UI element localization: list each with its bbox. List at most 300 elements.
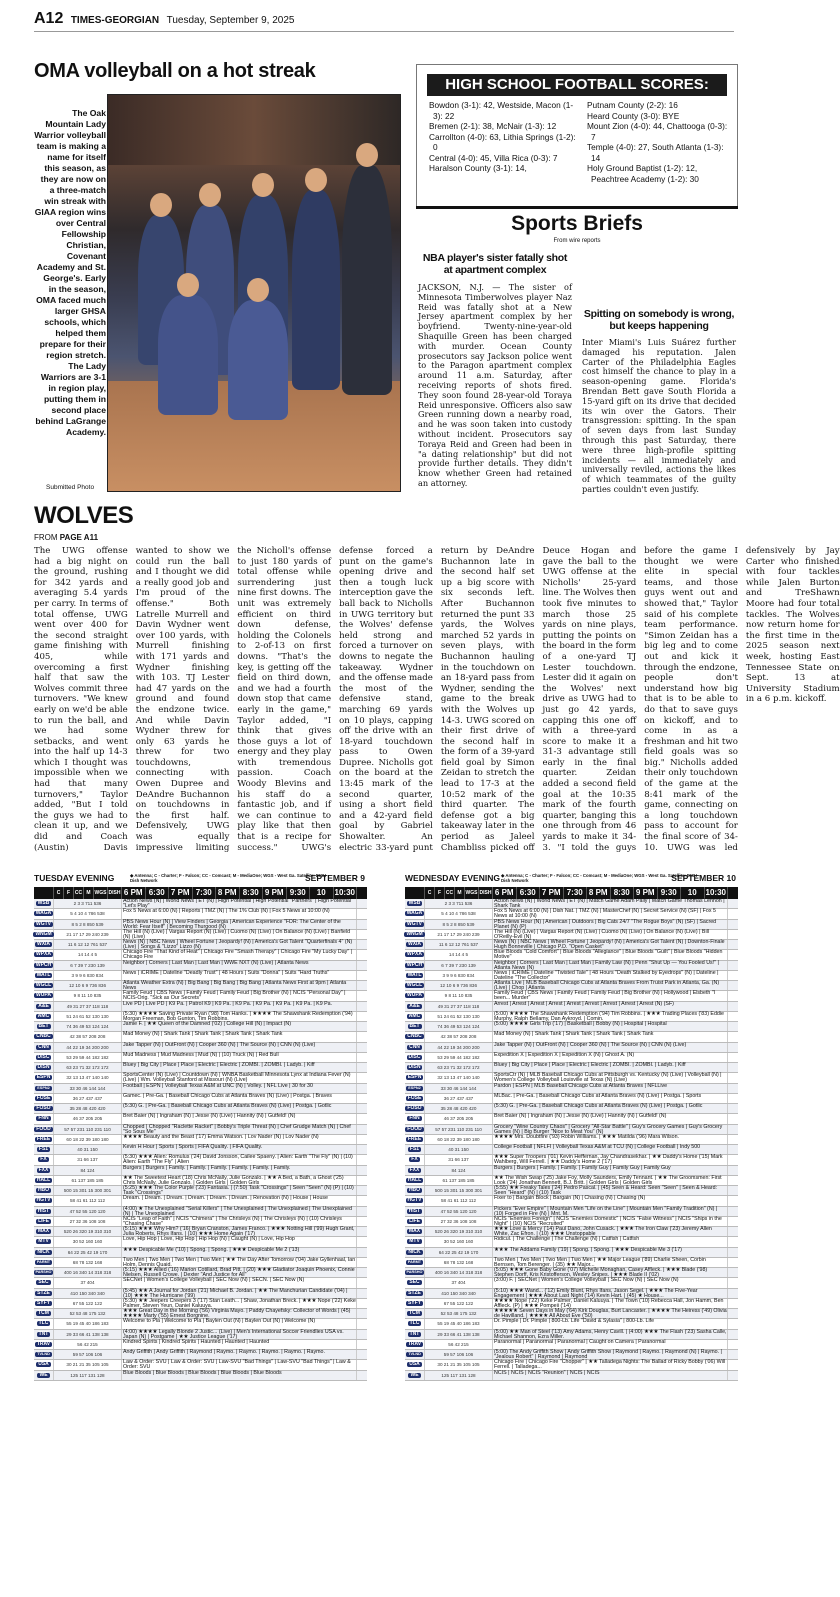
- brief-2-headline: Spitting on somebody is wrong, but keeps happening: [583, 308, 735, 332]
- channel-name: ESPN: [36, 1074, 51, 1081]
- program-listing: (4:00) ★ The Unexplained "Serial Killers" | The Unexplained | The Unexplained | The Unexplained (N) | The Unexplained: [122, 1207, 357, 1216]
- program-listing: Pickers "Ever Empire" | Mountain Men "Life on the Line" | Mountain Men "Family Tradition" (N) | (10) Forged in Fire (N) | Mnt. M.: [493, 1207, 728, 1216]
- channel-name: WSB: [37, 900, 50, 907]
- channel-badge: [34, 1207, 54, 1216]
- program-listing: Blue Bloods | Blue Bloods | Blue Bloods | Blue Bloods | Blue Bloods: [122, 1371, 357, 1380]
- channel-numbers: 64 22 25 42 19 170: [425, 1248, 493, 1257]
- grid-day: WEDNESDAY EVENING: [405, 873, 500, 883]
- channel-numbers: 5 4 10 4 786 538: [425, 909, 493, 918]
- grid-time-header: 10:30: [705, 887, 729, 899]
- grid-time-header: 6:30: [517, 887, 541, 899]
- channel-numbers: 36 27 437 437: [425, 1094, 493, 1103]
- channel-badge: [405, 1227, 425, 1236]
- score-line: Temple (4-0): 27, South Atlanta (1-3): 14: [587, 142, 724, 163]
- channel-numbers: 33 30 46 144 144: [425, 1084, 493, 1093]
- grid-date: SEPTEMBER 10: [671, 873, 736, 883]
- grid-col-header: F: [435, 887, 445, 899]
- grid-row: [405, 1073, 738, 1083]
- channel-numbers: 47 52 55 120 120: [54, 1207, 122, 1216]
- grid-row: [405, 909, 738, 919]
- grid-time-header: 6 PM: [122, 887, 146, 899]
- player: [228, 300, 288, 420]
- program-listing: (5:30) ★★★★ Saving Private Ryan ('98) Tom Hanks. | ★★★★ The Shawshank Redemption ('94) Morgan Freeman, Bob Gunton, Tim Robbins.: [122, 1012, 357, 1021]
- channel-name: CNN: [409, 1043, 420, 1050]
- channel-name: FOOD: [36, 1125, 51, 1132]
- program-listing: (5:10) ★★★ Wand... ('12) Emily Blunt, Rhys Ifans, Jason Segel. | ★★★ The Five-Year Engagement | ★★★ About Last Night ('14) Kevin Hart. | (45) ★ House...: [493, 1289, 728, 1298]
- channel-numbers: 11 6 12 12 761 537: [425, 940, 493, 949]
- channel-name: PARSHO: [406, 1270, 423, 1275]
- channel-name: TLC: [409, 1320, 420, 1327]
- channel-numbers: 74 36 49 53 124 124: [54, 1022, 122, 1031]
- channel-numbers: 61 137 185 185: [425, 1176, 493, 1185]
- program-listing: Chopped | Chopped "Raclette Racket" | Bobby's Triple Threat (N) | Chef Grudge Match (N) | Chef "So Sous Me": [122, 1125, 357, 1134]
- channel-name: BET: [38, 1023, 49, 1030]
- channel-badge: [405, 1155, 425, 1164]
- channel-numbers: 40 31 150: [425, 1145, 493, 1154]
- channel-numbers: 21 17 17 29 240 239: [54, 930, 122, 939]
- program-listing: ★★★★ Beauty and the Beast ('17) Emma Watson. | Lov Nader (N) | Lov Nader (N): [122, 1135, 357, 1144]
- hs-scores-box: [416, 64, 738, 208]
- program-listing: Atlanta Weather Extra (N) | Big Bang | Big Bang | Big Bang | Atlanta News First at 9pm | Atlanta News: [122, 981, 357, 990]
- channel-name: WNGM: [35, 930, 52, 937]
- program-listing: (5:45) ★★ A Journal for Jordan ('21) Michael B. Jordan. | ★★ The Manchurian Candidate ('04) | (10) ★★★ The Hurricane ('99): [122, 1289, 357, 1298]
- channel-numbers: 520 26 320 19 310 310: [54, 1227, 122, 1236]
- channel-name: FREE: [407, 1135, 422, 1142]
- channel-badge: [405, 1340, 425, 1349]
- program-listing: Mud Madness | Mud Madness | Mud (N) | (10) Truck (N) | Red Bull: [122, 1053, 357, 1062]
- score-line: Putnam County (2-2): 16: [587, 100, 678, 110]
- channel-badge: [405, 950, 425, 959]
- channel-name: FOSO: [36, 1105, 51, 1112]
- program-listing: (5:15) ★★★ Allied ('16) Marion Cotillard, Brad Pitt. | (20) ★★★ Gladiator Joaquin Phoenix, Connie Nielsen, Russell Crowe. | Dexter "And Justice for All": [122, 1268, 357, 1277]
- program-listing: MLBac. | Pre-Ga. | Baseball Chicago Cubs at Atlanta Braves (N) (Live) | Postga. | Sports: [493, 1094, 728, 1103]
- channel-name: NICK: [408, 1248, 421, 1255]
- channel-numbers: 14 14 4 5: [54, 950, 122, 959]
- channel-numbers: 27 32 36 108 108: [425, 1217, 493, 1226]
- channel-name: HBO: [408, 1187, 421, 1194]
- channel-badge: [34, 1248, 54, 1257]
- channel-numbers: 51 24 61 52 130 130: [54, 1012, 122, 1021]
- channel-numbers: 2 3 3 711 536: [425, 899, 493, 908]
- program-listing: Bluey | Big City | Place | Place | Electric | Electric | ZOMBI. | ZOMBI. | Ladyb. | Kiff: [493, 1063, 728, 1072]
- grid-row: [405, 1032, 738, 1042]
- channel-name: FOSE: [407, 1094, 422, 1101]
- program-listing: Action News (N) | World News | ET (N) | High Potential | High Potential "Partners" | High Potential "Let's Play": [122, 899, 357, 908]
- program-listing: PBS News Hour (N) | View Finders | Georgia | American Experience "FDR: The Center of the World: Fear Itself" | Becoming Thurgood (N): [122, 920, 357, 929]
- grid-time-header: 8 PM: [216, 887, 240, 899]
- program-listing: Jake Tapper (N) | OutFront (N) | Cooper 360 (N) | The Source (N) | CNN (N) (Live): [493, 1043, 728, 1052]
- channel-numbers: 64 22 25 42 19 170: [54, 1248, 122, 1257]
- player: [292, 190, 340, 390]
- channel-numbers: 60 18 22 39 180 180: [54, 1135, 122, 1144]
- channel-numbers: 31 66 137: [54, 1155, 122, 1164]
- channel-badge: [405, 1268, 425, 1277]
- channel-numbers: 36 27 437 437: [54, 1094, 122, 1103]
- grid-time-header: 10: [681, 887, 705, 899]
- channel-badge: [405, 1114, 425, 1123]
- channel-badge: [34, 981, 54, 990]
- grid-time-header: 7 PM: [540, 887, 564, 899]
- grid-title: [34, 873, 367, 887]
- grid-time-header: 8 PM: [587, 887, 611, 899]
- channel-numbers: 59 57 106 106: [54, 1350, 122, 1359]
- channel-name: TLC: [38, 1320, 49, 1327]
- program-listing: ★★★ Great Day in the Morning ('56) Virginia Mayo. | Paddy Chayefsky: Collector of Words | (45) ★★★★ Marty ('55) Ernest Borgnine.: [122, 1309, 357, 1318]
- grid-time-header: 6:30: [146, 887, 170, 899]
- channel-name: WGCL: [35, 982, 52, 989]
- program-listing: Paranormal | Paranormal | Paranormal | Caught on Camera | Paranormal: [493, 1340, 728, 1349]
- channel-numbers: 44 22 19 34 200 200: [425, 1043, 493, 1052]
- grid-row: [34, 1073, 367, 1083]
- channel-name: MAX: [37, 1228, 50, 1235]
- channel-name: WAGA: [406, 910, 423, 917]
- channel-name: STZE: [37, 1289, 50, 1296]
- channel-numbers: 51 24 61 52 130 130: [425, 1012, 493, 1021]
- grid-time-header: 9 PM: [263, 887, 287, 899]
- channel-name: USA: [409, 1361, 420, 1368]
- channel-name: A&E: [38, 1002, 49, 1009]
- grid-col-header: WGS: [94, 887, 108, 899]
- channel-name: FXX: [409, 1166, 420, 1173]
- grid-row: [34, 1114, 367, 1124]
- channel-numbers: 6 7 39 7 230 139: [425, 961, 493, 970]
- channel-numbers: 410 150 340 340: [425, 1289, 493, 1298]
- channel-badge: [34, 1319, 54, 1328]
- channel-name: FX: [411, 1156, 418, 1163]
- grid-date: SEPTEMBER 9: [305, 873, 365, 883]
- jump-label: FROM: [34, 533, 58, 542]
- channel-name: WAGA: [35, 910, 52, 917]
- channel-numbers: 12 10 6 9 736 836: [54, 981, 122, 990]
- channel-name: WNGM: [406, 930, 423, 937]
- channel-name: CNBC: [407, 1033, 422, 1040]
- channel-name: HGTV: [36, 1197, 51, 1204]
- channel-numbers: 3 9 9 6 830 834: [425, 971, 493, 980]
- channel-numbers: 61 137 185 185: [54, 1176, 122, 1185]
- program-listing: ★★ The Sweetest Heart ('18) Chris McNally, Julie Gonzalo. | ★★ A Bed, a Bath, a Ghost ('25) Chris McNally, Julie Gonzalo. | Golden Girls | Golden Girls: [122, 1176, 357, 1185]
- program-listing: Family Feud | CBS News | Family Feud | Family Feud | Big Brother (N) | Hollywood | Elsbeth "I been... Murder": [493, 991, 728, 1000]
- channel-numbers: 9 8 11 10 835: [54, 991, 122, 1000]
- channel-numbers: 8 5 2 8 850 539: [425, 920, 493, 929]
- channel-numbers: 500 15 301 15 300 301: [54, 1186, 122, 1195]
- channel-name: PARMT: [407, 1259, 422, 1264]
- channel-badge: [34, 1145, 54, 1154]
- channel-badge: [405, 1104, 425, 1113]
- channel-badge: [34, 899, 54, 908]
- channel-name: WXIA: [36, 941, 51, 948]
- channel-numbers: 410 150 340 340: [54, 1289, 122, 1298]
- channel-numbers: 33 30 46 144 144: [54, 1084, 122, 1093]
- channel-numbers: 84 124: [425, 1166, 493, 1175]
- hs-scores-title: HIGH SCHOOL FOOTBALL SCORES: SEPT. 5: [427, 74, 727, 96]
- program-listing: Chicago Fire "That Kind of Heat" | Chicago Fire "Smash Therapy" | Chicago Fire "My Lucky Day" | Chicago Fire: [122, 950, 357, 959]
- channel-badge: [405, 1176, 425, 1185]
- channel-badge: [405, 1145, 425, 1154]
- channel-numbers: 21 17 17 29 240 239: [425, 930, 493, 939]
- channel-name: SEC: [409, 1279, 420, 1286]
- player: [158, 295, 218, 415]
- channel-badge: [405, 971, 425, 980]
- brief-1-headline: NBA player's sister fatally shot at apartment complex: [422, 252, 568, 276]
- channel-numbers: 58 41 61 112 112: [54, 1196, 122, 1205]
- channel-badge: [34, 1043, 54, 1052]
- channel-numbers: 57 57 231 110 231 110: [425, 1125, 493, 1134]
- program-listing: Live PD | Live PD | K9 Pa. | Patrol K9 | K9 Pa. | K9 Pa. | K9 Pa. | K9 Pa. | K9 Pa. | K9 Pa.: [122, 1002, 357, 1011]
- channel-numbers: 125 117 131 128: [425, 1371, 493, 1380]
- score-line: Bremen (2-1): 38, McNair (1-3): 12: [429, 121, 557, 131]
- program-listing: ★★★ Despicable Me ('10) | Spong. | Spong. | ★★★ Despicable Me 2 ('13): [122, 1248, 357, 1257]
- channel-numbers: 29 33 66 41 138 138: [425, 1330, 493, 1339]
- tv-grid-tuesday: [34, 873, 367, 1381]
- grid-key: ◆ Antenna; C - Charter; F - Falcon; CC - Comcast; M - MediaOne; WGS - West Ga. Satellite; DISH - Dish Network: [501, 873, 700, 883]
- grid-row: [34, 1371, 367, 1381]
- grid-time-header: 8:30: [611, 887, 635, 899]
- channel-name: FS1: [38, 1146, 49, 1153]
- tv-grid-wednesday: [405, 873, 738, 1381]
- channel-name: TCM: [409, 1310, 420, 1317]
- channel-numbers: 68 78 132 168: [425, 1258, 493, 1267]
- channel-name: WGCL: [406, 982, 423, 989]
- wolves-body: The UWG offense had a big night on the ground, rushing for 342 yards and averaging 5.4 yards per carry. In terms of total offense, UWG went over 400 for the second straight game finishing with 405, while overcoming a first half that saw the Wolves commit three turnovers. "We knew early on we'd be able to run the ball, and we had some setbacks, and went into the half up 14-3 which I thought was impossible when we had that many turnovers," Taylor added, "But I told the guys we had to clean it up, and we did and Coach (Austin) Davis wanted to show we could run the ball and I thought we did a really good job and I'm proud of the offense." Both Latrelle Murrell and Davin Wydner went over 100 yards, with Murrell finishing with 171 yards and Wydner finishing with 103. TJ Lester had 47 yards on the ground and found the endzone twice. And while Davin Wydner threw for only 63 yards he threw for two touchdowns, connecting with Owen Dupree and DeAndre Buchannon on touchdowns in the first half. Defensively, UWG was equally impressive limiting the Nicholl's offense to just 180 yards of total offense while surrendering just nine first downs. The unit was extremely efficient on third down defense, holding the Colonels to 2-of-13 on first downs. "That's the key, is getting off the field on third down, and we had a fourth down stop that came early in the game," Taylor added, "I think that gives those guys a lot of energy and they play with tremendous passion. Coach Woody Blevins and his staff do a fantastic job, and if we can continue to play like that then that is a recipe for success." UWG's defense forced a punt on the game's opening drive and then a tough luck interception gave the ball back to Nicholls in UWG territory but the Wolves' defense held strong and forced a turnover on downs to negate the takeaway. Wydner and the offense made the most of the defensive stand, marching 69 yards on 10 plays, capping off the drive with an 18-yard touchdown pass to Owen Dupree. Nicholls got on the board at the 13:45 mark of the second quarter, using a short field and a 42-yard field goal by Gabriel Showalter. An electric 33-yard punt return by DeAndre Buchannon late in the second half set up a big score with six seconds left. After Buchannon returned the punt 33 yards, the Wolves marched 52 yards in seven plays, with Buchannon hauling in the touchdown on an 18-yard pass from Wydner, sending the game to the break with the Wolves up 14-3. UWG scored on their first drive of the second half in the form of a 39-yard field goal by Simon Zeidan to stretch the lead to 17-3 at the 10:52 mark of the third quarter. The defense got a big takeaway later in the period as Jaleel Chambliss picked off Deuce Hogan and gave the ball to the UWG offense at the Nicholls' 25-yard line. The Wolves then took five minutes to march those 25 yards on nine plays, putting the points on the board in the form of a one-yard TJ Lester touchdown. Lester did it again on the Wolves' next drive as UWG had to just go 42 yards, capping this one off with a three-yard score to make it a 31-3 advantage still early in the final quarter. Zeidan added a second field goal at the 10:35 mark of the fourth quarter, banging this one through from 46 yards to make it 34-3. "I told the guys before the game I thought we were elite in special teams, and those guys went out and showed that," Taylor said of his complete team performance. "Simon Zeidan has a big leg and to come out and kick it through the endzone, people don't understand how big that is to be able to do that to save guys on kickoff, and to come in as a freshman and hit two field goals was so big." Nicholls added their only touchdown of the game at the 8:41 mark of the game, connecting on a long touchdown pass to account for the final score of 34-10. UWG was led defensively by Jay Carter who finished with four tackles while Jalen Burton and TreShawn Moore had four total tackles. The Wolves now return home for the first time in the 2025 season next week, hosting East Tennessee State on Sept. 13 at University Stadium in a 6 p.m. kickoff.: [34, 546, 840, 853]
- program-listing: (5:55) ★★ Freaky Tales ('24) Pedro Pascal. | (45) Seen & Heard: Seen "Seen" | Seen & Heard: Seen "Heard" (N) | (10) Task: [493, 1186, 728, 1195]
- channel-name: STZE: [408, 1289, 421, 1296]
- grid-key: ◆ Antenna; C - Charter; F - Falcon; CC - Comcast; M - MediaOne; WGS - West Ga. Satellite; DISH - Dish Network: [130, 873, 329, 883]
- grid-time-header: 7:30: [193, 887, 217, 899]
- channel-badge: [34, 1053, 54, 1062]
- program-listing: Action News (N) | World News | ET (N) | Match Game Adam Pally | Match Game Thomas Lennon | Shark Tank: [493, 899, 728, 908]
- channel-badge: [34, 1166, 54, 1175]
- channel-badge: [34, 1330, 54, 1339]
- channel-badge: [405, 1032, 425, 1041]
- channel-name: FREE: [36, 1135, 51, 1142]
- channel-badge: [405, 1125, 425, 1134]
- channel-badge: [405, 920, 425, 929]
- program-listing: Burgers | Burgers | Family. | Family. | Family Guy | Family Guy | Family Guy: [493, 1166, 728, 1175]
- program-listing: Bret Baier (N) | Ingraham (N) | Jesse (N) (Live) | Hannity (N) | Gutfeld! (N): [122, 1114, 357, 1123]
- program-listing: News | iCRIME | Dateline "Twisted Tale" | 48 Hours "Death Stalked by Eyedrops" (N) | Dateline | Dateline "The Collector": [493, 971, 728, 980]
- grid-row: [34, 1196, 367, 1206]
- channel-numbers: 67 55 122 122: [425, 1299, 493, 1308]
- channel-badge: [34, 1350, 54, 1359]
- channel-name: DISN: [37, 1064, 50, 1071]
- channel-numbers: 30 21 21 35 105 105: [54, 1360, 122, 1369]
- channel-badge: [34, 1084, 54, 1093]
- grid-title: [405, 873, 738, 887]
- program-listing: Arrest | Arrest | Arrest | Arrest | Arrest | Arrest | Arrest | Arrest | Arrest (N) (SF): [493, 1002, 728, 1011]
- program-listing: NCIS "Enemies Foreign" | NCIS "Enemies Domestic" | NCIS "False Witness" | NCIS "Ships in the Night" | (10) NCIS "Recruited": [493, 1217, 728, 1226]
- program-listing: (5:25) ★★★ The Color Purple ('23) Fantasia. | (7:50) Task "Crossings" | Seen "Seen" (N) (P) | (10) Task "Crossings": [122, 1186, 357, 1195]
- channel-badge: [405, 991, 425, 1000]
- page-number: A12: [34, 10, 64, 27]
- score-line: Holy Ground Baptist (1-2): 12, Peachtree Academy (1-2): 30: [587, 163, 699, 184]
- channel-badge: [34, 1002, 54, 1011]
- channel-numbers: 6 7 39 7 230 139: [54, 961, 122, 970]
- channel-badge: [405, 1084, 425, 1093]
- channel-numbers: 32 13 13 47 140 140: [54, 1073, 122, 1082]
- program-listing: Two Men | Two Men | Two Men | Two Men | ★★ The Day After Tomorrow ('04) Jake Gyllenhaal, Ian Holm, Dennis Quaid.: [123, 1256, 356, 1268]
- program-listing: Football | ESPN | Volleyball Texas A&M at UNC (N) | Volley. | NFL Live | 30 for 30: [122, 1084, 357, 1093]
- program-listing: Gamec. | Pre-Ga. | Baseball Chicago Cubs at Atlanta Braves (N) (Live) | Postga. | Braves: [122, 1094, 357, 1103]
- channel-badge: [34, 971, 54, 980]
- channel-name: PARSHO: [35, 1270, 52, 1275]
- channel-badge: [34, 1073, 54, 1082]
- grid-row: [34, 1360, 367, 1370]
- channel-badge: [405, 1309, 425, 1318]
- channel-badge: [405, 1166, 425, 1175]
- grid-row: [405, 991, 738, 1001]
- channel-numbers: 11 6 12 12 761 537: [54, 940, 122, 949]
- channel-name: SYFY: [36, 1299, 51, 1306]
- program-listing: (3:00) F. | SECNet | Women's College Volleyball | SEC Now (N) | SEC Now (N): [493, 1278, 728, 1287]
- channel-badge: [405, 1022, 425, 1031]
- grid-row: [34, 1278, 367, 1288]
- program-listing: ★★★ Love & Mercy ('14) Paul Dano, John Cusack. | ★★★ The Iron Claw ('23) Jeremy Allen White, Zac Efron. | (10) ★★★ Unstoppable: [493, 1227, 728, 1236]
- program-listing: The Hill (N) (Live) | Vargas Report (N) (Live) | Cuomo (N) (Live) | On Balance (N) (Live) | Bill O'Reilly-Evil (N): [493, 930, 728, 939]
- channel-badge: [34, 950, 54, 959]
- grid-col-header: F: [64, 887, 74, 899]
- channel-name: NICK: [37, 1248, 50, 1255]
- channel-numbers: 27 32 36 108 108: [54, 1217, 122, 1226]
- brief-1-body: JACKSON, N.J. — The sister of Minnesota Timberwolves player Naz Reid was fatally shot at a New Jersey apartment complex by her boyfriend. Twenty-nine-year-old Shaquille Green has been charged with murder. Ocean County prosecutors say Jackson police went to the Paragon apartment complex around 11 a.m. Saturday, after receiving reports of shots fired. They soon found 28-year-old Toraya Reid unresponsive. Officers also saw Green running down a nearby road, and he was soon taken into custody without incident. Prosecutors say Toraya Reid and Green had been in "a dating relationship" but did not provide further details. They didn't know whether Green had retained an attorney.: [418, 282, 572, 488]
- wolves-headline: WOLVES: [34, 502, 134, 529]
- channel-name: MTV: [409, 1238, 420, 1245]
- program-listing: Bret Baier (N) | Ingraham (N) | Jesse (N) (Live) | Hannity (N) | Gutfeld! (N): [493, 1114, 728, 1123]
- channel-numbers: 520 26 320 19 310 310: [425, 1227, 493, 1236]
- jump-line: [34, 533, 98, 542]
- channel-badge: [34, 1196, 54, 1205]
- channel-badge: [405, 930, 425, 939]
- channel-numbers: 44 22 19 34 200 200: [54, 1043, 122, 1052]
- channel-numbers: 52 53 48 175 132: [54, 1309, 122, 1318]
- channel-name: SYFY: [407, 1299, 422, 1306]
- grid-row: [405, 1278, 738, 1288]
- channel-badge: [34, 1360, 54, 1369]
- channel-badge: [34, 1125, 54, 1134]
- channel-badge: [34, 1258, 54, 1267]
- grid-row: [34, 991, 367, 1001]
- channel-name: PARMT: [36, 1259, 51, 1264]
- channel-badge: [405, 981, 425, 990]
- program-listing: Mad Money (N) | Shark Tank | Shark Tank | Shark Tank | Shark Tank: [122, 1032, 357, 1041]
- channel-badge: [34, 1186, 54, 1195]
- channel-name: HIST: [37, 1207, 50, 1214]
- sports-briefs-source: From wire reports: [553, 238, 601, 244]
- channel-name: TRAV: [407, 1340, 422, 1347]
- program-listing: ★★ The Wish Swap ('25) Jake Foy, Molly Saunders, Emily Tennant. | ★★ The Groomsmen: First Look ('24) Jonathan Bennett, B.J. Britt. | Golden Girls | Golden Girls: [493, 1176, 728, 1185]
- program-listing: News (N) | NBC News | Wheel Fortune | Jeopardy! (N) | America's Got Talent (N) | Downton-Finale Hugh Bonneville | Chicago P.D. "Open Casket": [493, 940, 728, 949]
- channel-badge: [405, 1073, 425, 1082]
- program-listing: SportsCtr (N) | MLB Baseball Chicago Cubs at Pittsburgh vs. Kentucky (N) (Live) | Volleyball (N) | Women's College Volleyball Louisville at Texas (N) (Live): [493, 1073, 728, 1082]
- program-listing: ★★★★ Nope ('22) Keke Palmer, Daniel Kaluuya. | The Town ('10) Rebecca Hall, Jon Hamm, Ben Affleck. (P) | ★★★ Pompeii ('14): [493, 1299, 728, 1308]
- volleyball-team-photo: [107, 94, 401, 492]
- paper-name: TIMES-GEORGIAN: [70, 15, 160, 26]
- channel-numbers: 5 4 10 4 786 538: [54, 909, 122, 918]
- grid-row: [405, 1360, 738, 1370]
- program-listing: Fox 5 News at 6:00 (N) | Dish Nat. | TMZ (N) | MasterChef (N) | Secret Service (N) (SF) | Fox 5 News at 10:00 (N): [493, 909, 728, 918]
- channel-numbers: 46 37 205 205: [425, 1114, 493, 1123]
- program-listing: (5:30) G. | Pre-Ga. | Baseball Chicago Cubs at Atlanta Braves (N) (Live) | Postga. | Gotlic: [493, 1104, 728, 1113]
- channel-numbers: 63 23 71 32 172 172: [54, 1063, 122, 1072]
- program-listing: (5:00) The Andy Griffith Show | Andy Griffith Show | Raymond | Raymo. | Raymond (N) | Raymo. | "Jealous Robert" | Raymond | Raymond: [493, 1350, 728, 1359]
- channel-name: DISN: [408, 1064, 421, 1071]
- channel-numbers: 56 42 215: [54, 1340, 122, 1349]
- channel-badge: [34, 1155, 54, 1164]
- channel-badge: [34, 1094, 54, 1103]
- channel-numbers: 12 10 6 9 736 836: [425, 981, 493, 990]
- program-listing: ★★★ Super Troopers ('01) Kevin Heffernan, Jay Chandrasekhar. | ★★ Daddy's Home ('15) Mark Wahlberg, Will Ferrell. | ★★ Daddy's Home 2 ('17): [493, 1155, 728, 1164]
- channel-name: WXIA: [407, 941, 422, 948]
- program-listing: Dream. | Dream. | Dream. | Dream. | Dream. | Dream. | Renovation (N) | House | House: [122, 1196, 357, 1205]
- program-listing: Bluey | Big City | Place | Place | Electric | Electric | ZOMBI. | ZOMBI. | Ladyb. | Kiff: [122, 1063, 357, 1072]
- grid-time-header: 7:30: [564, 887, 588, 899]
- photo-credit: Submitted Photo: [46, 484, 95, 491]
- channel-numbers: 400 16 340 14 318 318: [425, 1268, 493, 1277]
- channel-name: FNN: [409, 1115, 420, 1122]
- channel-numbers: 42 38 57 208 208: [54, 1032, 122, 1041]
- channel-name: ESPN: [407, 1074, 422, 1081]
- grid-row: [405, 1319, 738, 1329]
- grid-row: [34, 1032, 367, 1042]
- program-listing: Welcome to Pla | Welcome to Pla | Baylen Out (N) | Baylen Out (N) | Welcome (N): [122, 1319, 357, 1328]
- channel-name: WATL: [36, 971, 51, 978]
- channel-badge: [405, 1063, 425, 1072]
- channel-badge: [34, 940, 54, 949]
- program-listing: Fixer to | Bargain Block | Bargain (N) | Chasing (N) | Chasing (N): [493, 1196, 728, 1205]
- program-listing: News | iCRIME | Dateline "Deadly Trust" | 48 Hours | Suits "Donna" | Suits "Hard Truths": [122, 971, 357, 980]
- channel-name: HIST: [408, 1207, 421, 1214]
- channel-badge: [405, 1278, 425, 1287]
- score-line: Mount Zion (4-0): 44, Chattooga (0-3): 7: [587, 121, 728, 142]
- channel-badge: [405, 1053, 425, 1062]
- channel-badge: [405, 1135, 425, 1144]
- oma-caption: The Oak Mountain Lady Warrior volleyball team is making a name for itself this season, as they are now on a three-match win streak with GIAA region wins over Central Fellowship Christian, Covenant Academy and St. George's. Early in the season, OMA faced much larger GHSA schools, which helped them prepare for their region stretch. The Lady Warriors are 3-1 in region play, putting them in second place behind LaGrange Academy.: [34, 108, 106, 437]
- grid-time-header: 6 PM: [493, 887, 517, 899]
- grid-time-header: 9 PM: [634, 887, 658, 899]
- program-listing: (5:00) ★★ Man of Steel ('13) Amy Adams, Henry Cavill. | (4:00) ★★★ The Flash ('23) Sasha Calle, Michael Shannon, Ezra Miller.: [494, 1328, 727, 1340]
- score-line: Bowdon (3-1): 42, Westside, Macon (1-3): 22: [429, 100, 574, 121]
- grid-col-header: WGS: [465, 887, 479, 899]
- program-listing: (5:05) ★★★ Gone Baby Gone ('07) Michelle Monaghan, Casey Affleck. | ★★★ Blade ('98) Stephen Dorff, Kris Kristofferson, Wesley Snipes. | ★★★ Blade II ('02): [493, 1268, 728, 1277]
- program-listing: SECNet | Women's College Volleyball | SEC Now (N) | SECN. | SEC Now (N): [122, 1278, 357, 1287]
- channel-badge: [405, 1186, 425, 1195]
- brief-2-body: Inter Miami's Luis Suárez further damaged his reputation. Jalen Carter of the Philadelphia Eagles cost himself the chance to play in a season-opening game. Florida's Brendan Bett gave South Florida a 15-yard gift on its drive that decided its win over the Gators. Their transgression: spitting. In the span of seven days from last Sunday through this past Saturday, there were three high-profile spitting incidents — all immediately and universally reviled, actions the likes of which teammates of the guilty parties couldn't even justify.: [582, 337, 736, 494]
- grid-rows: [34, 899, 367, 1381]
- channel-numbers: 14 14 4 5: [425, 950, 493, 959]
- channel-name: FXX: [38, 1166, 49, 1173]
- channel-numbers: 55 19 45 40 186 183: [54, 1319, 122, 1328]
- program-listing: Andy Griffith | Andy Griffith | Raymond | Raymo. | Raymo. | Raymo. | Raymo. | Raymo.: [122, 1350, 357, 1359]
- channel-numbers: 30 21 21 35 105 105: [425, 1360, 493, 1369]
- program-listing: NCIS "Leap of Faith" | NCIS "Chimera" | The Chrisleys (N) | The Chrisleys (N) | (10) Chrisleys "Chasing Chase": [122, 1217, 357, 1226]
- channel-numbers: 8 5 2 8 850 539: [54, 920, 122, 929]
- program-listing: ★★★★★ Seven Days in May ('64) Kirk Douglas, Burt Lancaster. | ★★★★ The Heiress ('49) Olivia de Havilland. | ★★★★ All About Eve ('50): [494, 1308, 727, 1320]
- channel-badge: [405, 1319, 425, 1328]
- grid-day: TUESDAY EVENING: [34, 873, 115, 883]
- channel-badge: [405, 1350, 425, 1359]
- channel-numbers: 30 52 160 160: [425, 1237, 493, 1246]
- channel-numbers: 37 404: [54, 1278, 122, 1287]
- program-listing: (5:30) ★★ Jeepers Creepers 3 ('17) Stan Leath... | Shaw, Jonathan Breck. | ★★★ Nope ('22) Keke Palmer, Steven Yeun, Daniel Kaluuya.: [123, 1297, 356, 1309]
- channel-badge: [405, 1012, 425, 1021]
- grid-col-header: C: [425, 887, 435, 899]
- program-listing: SportsCenter (N) (Live) | Countdown (N) | WNBA Basketball Minnesota Lynx at Indiana Fever (N) (Live) | Wm. Volleyball Stanford at Missouri (N) (Live): [122, 1073, 357, 1082]
- program-listing: (4:00) ★★★★ Legally Blonde 2 Justic... (Live) | Men's International Soccer Friendlies USA vs. Japan (N) | Postgame | ★★ Justice League ('17): [122, 1330, 357, 1339]
- channel-badge: [34, 1371, 54, 1380]
- player: [342, 165, 392, 395]
- grid-col-header: [405, 887, 425, 899]
- channel-name: LIFE: [38, 1217, 49, 1224]
- channel-name: WE: [410, 1371, 419, 1378]
